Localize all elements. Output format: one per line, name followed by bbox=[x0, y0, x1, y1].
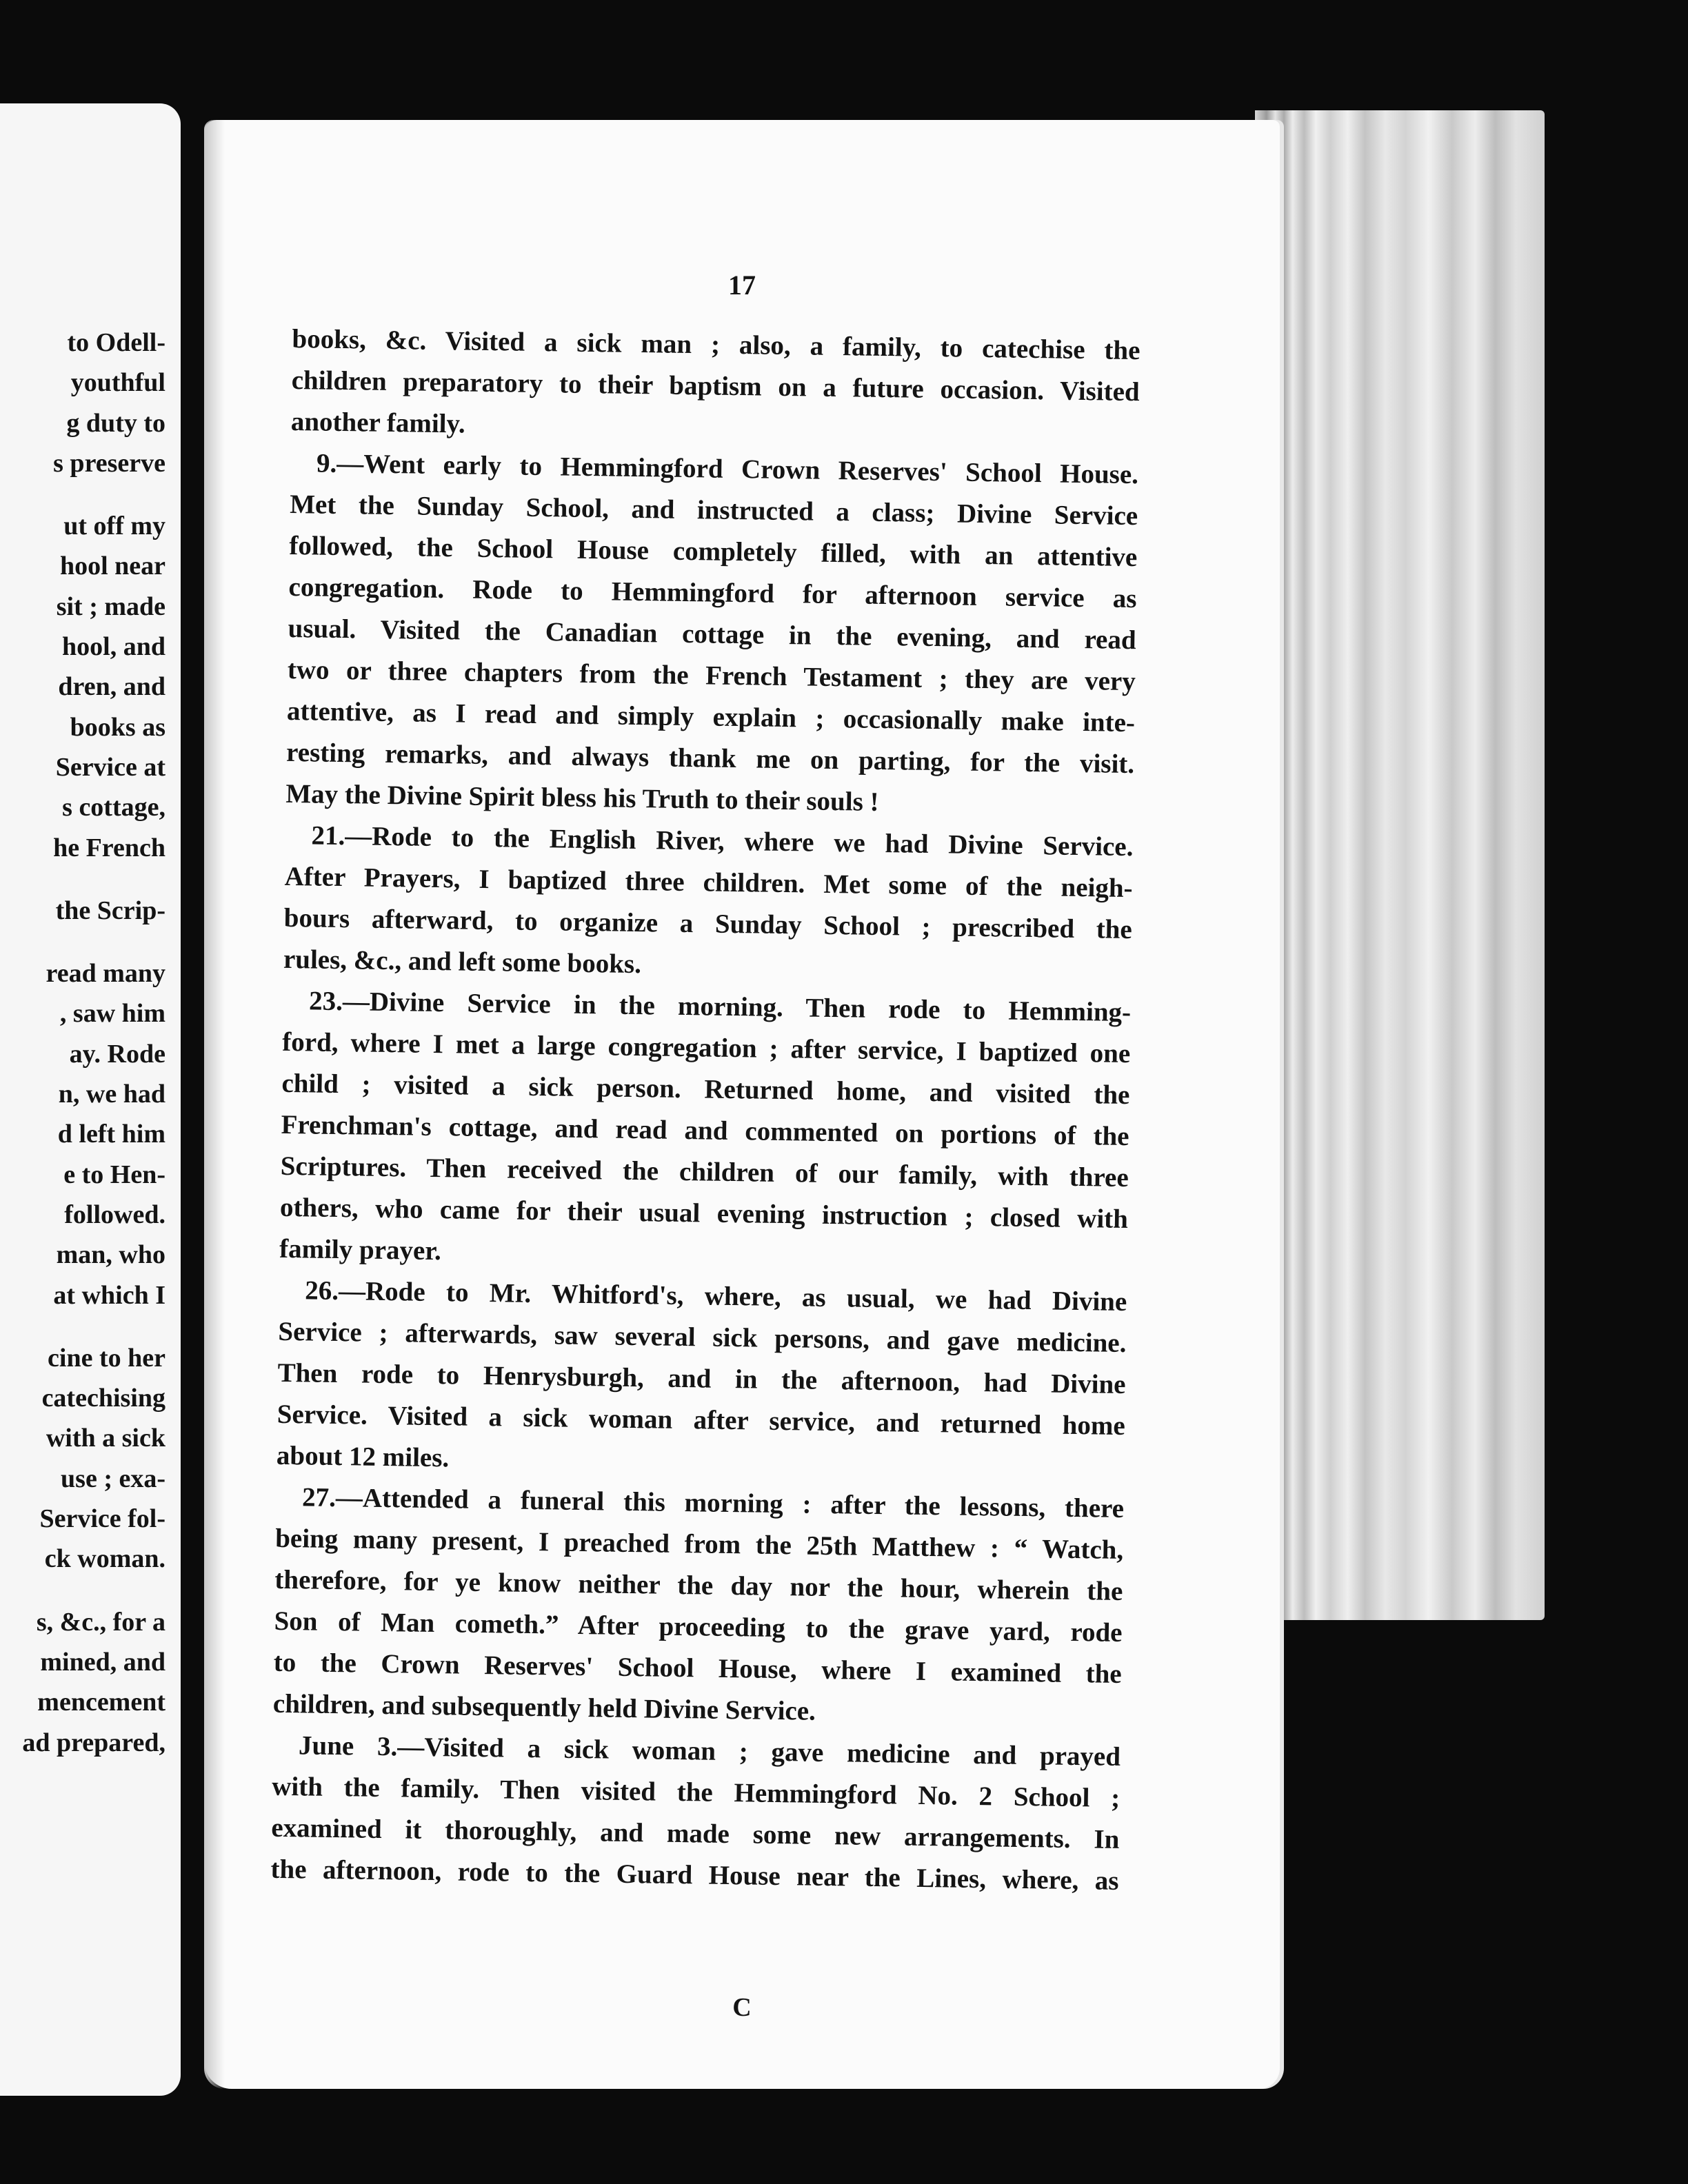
text-line: another family. bbox=[290, 406, 465, 439]
left-page-line: hool near bbox=[59, 552, 165, 581]
text-line: bours afterward, to organize a Sunday School ; prescribed the bbox=[283, 902, 1133, 945]
left-page-line: Service fol- bbox=[39, 1504, 165, 1534]
left-page-line: n, we had bbox=[58, 1080, 165, 1109]
left-page-line: followed. bbox=[64, 1200, 165, 1229]
text-line: Service ; afterwards, saw several sick persons, and gave medicine. bbox=[278, 1316, 1127, 1359]
text-line: congregation. Rode to Hemmingford for afternoon service as bbox=[288, 572, 1137, 614]
text-line: 21.—Rode to the English River, where we had Divine Service. bbox=[311, 820, 1134, 862]
left-page-line bbox=[0, 1315, 170, 1338]
text-line: Son of Man cometh.” After proceeding to the grave yard, rode bbox=[274, 1606, 1123, 1648]
left-page-line bbox=[0, 931, 170, 953]
left-page-line: s cottage, bbox=[62, 793, 165, 822]
left-page-line: to Odell- bbox=[67, 328, 165, 357]
left-page bbox=[0, 103, 181, 2096]
left-page-line: read many bbox=[46, 959, 165, 989]
text-line: resting remarks, and always thank me on parting, for the visit. bbox=[285, 737, 1135, 780]
left-page-text bbox=[0, 323, 170, 1763]
left-page-line: the Scrip- bbox=[55, 896, 165, 925]
text-line: Service. Visited a sick woman after service, and returned home bbox=[277, 1399, 1125, 1442]
text-line: Met the Sunday School, and instructed a class; Divine Service bbox=[289, 489, 1138, 532]
left-page-line: with a sick bbox=[46, 1424, 165, 1453]
left-page-line: at which I bbox=[53, 1280, 165, 1310]
left-page-line: e to Hen- bbox=[63, 1160, 165, 1189]
text-line: attentive, as I read and simply explain ; occasionally make inte- bbox=[286, 696, 1136, 738]
left-page-line: d left him bbox=[57, 1120, 165, 1149]
left-page-line: sit ; made bbox=[56, 592, 165, 621]
left-page-line: ay. Rode bbox=[69, 1039, 165, 1069]
right-page bbox=[204, 120, 1280, 2089]
text-line: 27.—Attended a funeral this morning : after the lessons, there bbox=[301, 1482, 1125, 1524]
text-line: Scriptures. Then received the children of our family, with three bbox=[280, 1151, 1129, 1193]
left-page-line: cine to her bbox=[48, 1343, 165, 1373]
text-line: others, who came for their usual evening instruction ; closed with bbox=[279, 1192, 1129, 1235]
text-line: children preparatory to their baptism on a future occasion. Visited bbox=[291, 365, 1140, 407]
gutter-shadow bbox=[204, 120, 225, 2089]
text-line: June 3.—Visited a sick woman ; gave medicine and prayed bbox=[298, 1730, 1121, 1772]
left-page-line: s, &c., for a bbox=[36, 1607, 165, 1637]
left-page-line: use ; exa- bbox=[61, 1464, 165, 1493]
left-page-line: he French bbox=[53, 833, 165, 862]
left-page-line: s preserve bbox=[53, 448, 165, 478]
text-line: books, &c. Visited a sick man ; also, a family, to catechise the bbox=[292, 323, 1141, 366]
left-page-line bbox=[0, 868, 170, 891]
body-text bbox=[270, 318, 1141, 1902]
left-page-line: books as bbox=[70, 712, 165, 742]
text-line: rules, &c., and left some books. bbox=[283, 944, 642, 980]
text-line: two or three chapters from the French Testament ; they are very bbox=[287, 654, 1136, 697]
text-line: family prayer. bbox=[279, 1233, 442, 1266]
left-page-line: Service at bbox=[55, 752, 165, 782]
left-page-line: man, who bbox=[56, 1240, 165, 1270]
text-line: to the Crown Reserves' School House, where I examined the bbox=[273, 1647, 1122, 1689]
left-page-line: ck woman. bbox=[44, 1544, 165, 1574]
text-line: child ; visited a sick person. Returned home, and visited the bbox=[281, 1068, 1130, 1111]
text-line: 26.—Rode to Mr. Whitford's, where, as usual, we had Divine bbox=[305, 1275, 1127, 1317]
text-line: about 12 miles. bbox=[276, 1440, 450, 1473]
text-line: with the family. Then visited the Hemmingford No. 2 School ; bbox=[271, 1771, 1121, 1813]
text-line: 23.—Divine Service in the morning. Then rode to Hemming- bbox=[308, 986, 1132, 1028]
left-page-line: ad prepared, bbox=[22, 1728, 165, 1757]
left-page-line: ut off my bbox=[63, 512, 165, 541]
left-page-line bbox=[0, 1579, 170, 1602]
text-line: May the Divine Spirit bless his Truth to their souls ! bbox=[285, 778, 879, 817]
text-line: therefore, for ye know neither the day nor the hour, wherein the bbox=[274, 1564, 1123, 1606]
left-page-line bbox=[0, 483, 170, 506]
text-line: being many present, I preached from the 25th Matthew : “ Watch, bbox=[274, 1523, 1124, 1565]
text-line: the afternoon, rode to the Guard House near the Lines, where, as bbox=[270, 1854, 1119, 1896]
left-page-line: mined, and bbox=[40, 1647, 165, 1677]
text-line: examined it thoroughly, and made some new arrangements. In bbox=[271, 1812, 1120, 1854]
left-page-line: hool, and bbox=[62, 632, 165, 662]
text-line: children, and subsequently held Divine Service. bbox=[272, 1688, 816, 1726]
left-page-line: g duty to bbox=[66, 408, 165, 438]
left-page-line: catechising bbox=[41, 1384, 165, 1413]
text-line: usual. Visited the Canadian cottage in the evening, and read bbox=[288, 613, 1136, 656]
text-line: 9.—Went early to Hemmingford Crown Reserves' School House. bbox=[316, 448, 1139, 490]
left-page-line: mencement bbox=[37, 1688, 165, 1717]
signature-mark: C bbox=[732, 1992, 752, 2023]
text-line: Frenchman's cottage, and read and commented on portions of the bbox=[281, 1109, 1129, 1152]
left-page-line: , saw him bbox=[59, 999, 165, 1029]
left-page-line: dren, and bbox=[58, 672, 165, 702]
left-page-line: youthful bbox=[70, 368, 165, 398]
text-line: Then rode to Henrysburgh, and in the afternoon, had Divine bbox=[277, 1357, 1126, 1400]
text-line: followed, the School House completely filled, with an attentive bbox=[289, 530, 1138, 573]
text-line: ford, where I met a large congregation ; after service, I baptized one bbox=[282, 1027, 1131, 1069]
page-number: 17 bbox=[728, 270, 756, 301]
text-line: After Prayers, I baptized three children. Met some of the neigh- bbox=[284, 861, 1133, 904]
page-edges bbox=[1255, 110, 1545, 1620]
